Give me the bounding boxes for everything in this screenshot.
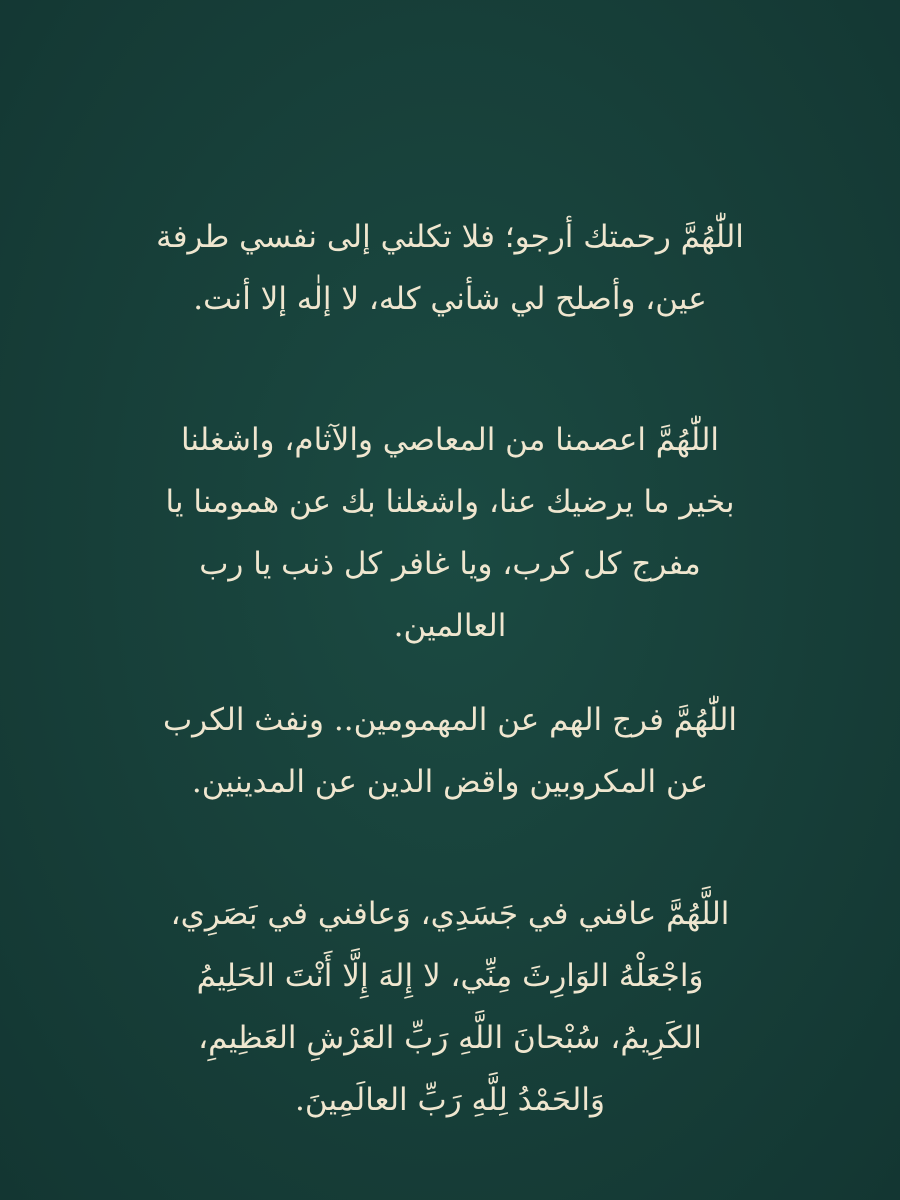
- dua-paragraph-3: اللّٰهُمَّ فرج الهم عن المهمومين.. ونفث الكرب عن المكروبين واقض الدين عن المدينين.: [162, 702, 738, 800]
- dua-paragraph-4: اللَّهُمَّ عافني في جَسَدِي، وَعافني في بَصَرِي، وَاجْعَلْهُ الوَارِثَ مِنِّي، لا إِلهَ إِلَّا أَنْتَ الحَلِيمُ الكَرِيمُ، سُبْحانَ اللَّهِ رَبِّ العَرْشِ العَظِيمِ، وَالحَمْدُ لِلَّهِ رَبِّ العالَمِينَ.: [170, 896, 730, 1118]
- dua-paragraph-2: اللّٰهُمَّ اعصمنا من المعاصي والآثام، واشغلنا بخير ما يرضيك عنا، واشغلنا بك عن همومنا يا مفرج كل كرب، ويا غافر كل ذنب يا رب العالمين.: [165, 422, 735, 644]
- dua-paragraph-1: اللّٰهُمَّ رحمتك أرجو؛ فلا تكلني إلى نفسي طرفة عين، وأصلح لي شأني كله، لا إلٰه إلا أنت.: [156, 219, 744, 317]
